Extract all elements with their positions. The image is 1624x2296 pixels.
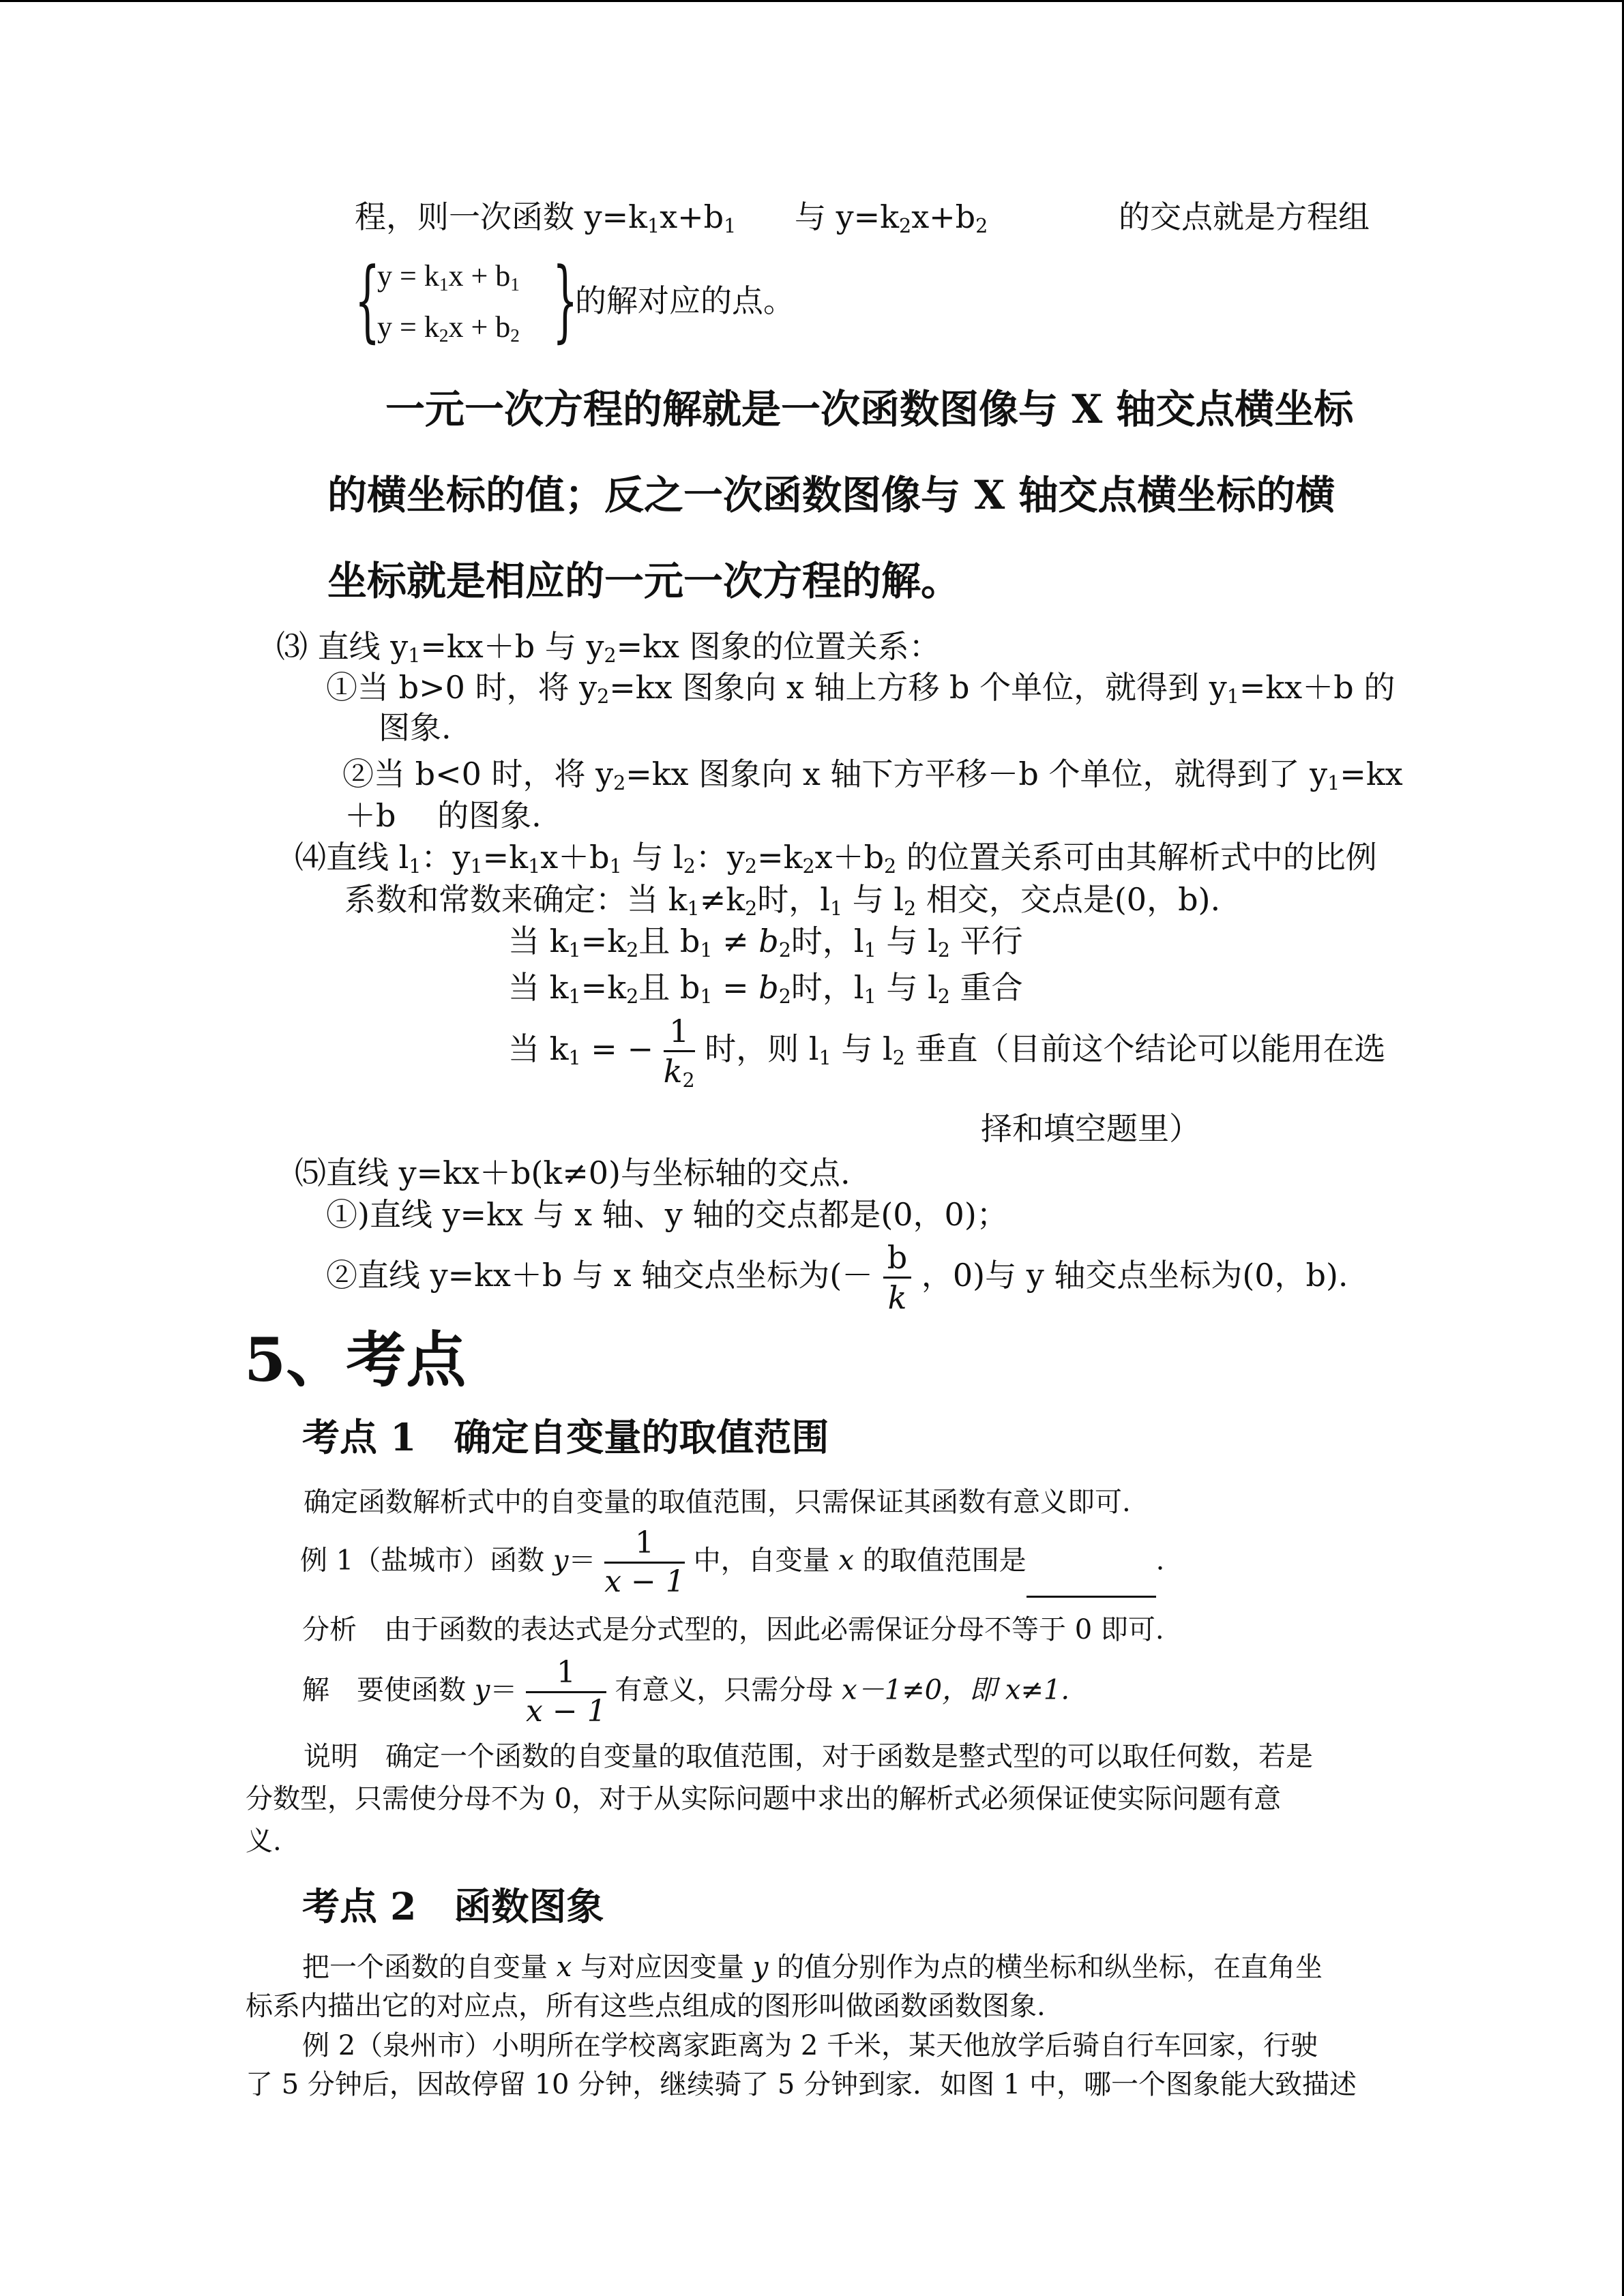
kaodian1-example1: 例 1（盐城市）函数 y＝ $\frac{1}{x - 1}$ 中，自变量 x 的取值范围是 . xyxy=(300,1525,1165,1600)
section-5-heading: 5、考点 xyxy=(244,1324,467,1395)
bold-statement-line1: 一元一次方程的解就是一次函数图像与 X 轴交点横坐标 xyxy=(385,386,1354,432)
intersection-paragraph-line1: 程，则一次函数 $y=k_1x+b_1$ xyxy=(355,198,737,238)
solution-fraction: $\frac{1}{x - 1}$ xyxy=(526,1655,606,1729)
kaodian1-intro: 确定函数解析式中的自变量的取值范围，只需保证其函数有意义即可. xyxy=(304,1487,1131,1518)
kaodian2-title: 考点 2 函数图象 xyxy=(302,1884,604,1928)
system-row-1: $y = k_1x + b_1$ xyxy=(377,259,520,295)
section5-item2: ②直线 y=kx＋b 与 x 轴交点坐标为(－ $\frac{b}{k}$ ，0)与 y 轴交点坐标为(0，b). xyxy=(326,1239,1348,1317)
kaodian1-analysis: 分析 由于函数的表达式是分式型的，因此必需保证分母不等于 0 即可. xyxy=(302,1614,1164,1645)
section5-heading: ⑸直线 y=kx＋b(k≠0)与坐标轴的交点. xyxy=(295,1154,851,1191)
section4-heading: ⑷直线 $l_1$：$y_1=k_1x+b_1$ 与 $l_2$：$y_2=k_2x+b_2$ 的位置关系可由其解析式中的比例 xyxy=(295,839,1377,878)
kaodian2-line1: 把一个函数的自变量 x 与对应因变量 y 的值分别作为点的横坐标和纵坐标，在直角坐 xyxy=(302,1952,1323,1983)
section4-parallel: 当 $k_1=k_2$且 $b_1 \ne b_2$时，$l_1$ 与 $l_2$ 平行 xyxy=(508,923,1023,962)
section3-item1-cont: 图象. xyxy=(379,709,452,746)
page-border-top xyxy=(0,0,1624,2)
system-left-brace: { xyxy=(355,248,381,352)
system-right-brace: } xyxy=(552,248,578,352)
section5-item1: ①)直线 y=kx 与 x 轴、y 轴的交点都是(0，0)； xyxy=(326,1196,1008,1233)
kaodian2-example2-line2: 了 5 分钟后，因故停留 10 分钟，继续骑了 5 分钟到家．如图 1 中，哪一个图象能大致描述 xyxy=(246,2069,1357,2100)
x-intercept-fraction: $\frac{b}{k}$ xyxy=(883,1241,911,1315)
section4-perpendicular: 当 $k_1$ = − $\frac{1}{k_2}$ 时，则 $l_1$ 与 $l_2$ 垂直（目前这个结论可以能用在选 xyxy=(508,1013,1386,1092)
section3-item2: ②当 b<0 时，将 $y_2=kx$ 图象向 x 轴下方平移－b 个单位，就得到了 $y_1=kx$ xyxy=(342,756,1403,795)
intersection-paragraph-line1-mid: 与 $y=k_2x+b_2$ xyxy=(795,198,988,238)
system-caption: 的解对应的点。 xyxy=(575,282,795,319)
bold-statement-line2: 的横坐标的值；反之一次函数图像与 X 轴交点横坐标的横 xyxy=(327,472,1335,518)
kaodian1-note-line3: 义. xyxy=(246,1825,282,1857)
function-fraction: $\frac{1}{x - 1}$ xyxy=(604,1525,685,1600)
section4-line2: 系数和常数来确定：当 $k_1\ne k_2$时，$l_1$ 与 $l_2$ 相交，交点是(0，b). xyxy=(344,881,1221,921)
section4-coincide: 当 $k_1=k_2$且 $b_1 = b_2$时，$l_1$ 与 $l_2$ 重合 xyxy=(508,969,1023,1009)
intersection-paragraph-line1-end: 的交点就是方程组 xyxy=(1119,198,1370,235)
kaodian1-note-line1: 说明 确定一个函数的自变量的取值范围，对于函数是整式型的可以取任何数，若是 xyxy=(304,1741,1313,1772)
kaodian2-line2: 标系内描出它的对应点，所有这些点组成的图形叫做函数函数图象. xyxy=(246,1991,1046,2022)
kaodian1-solution: 解 要使函数 y＝ $\frac{1}{x - 1}$ 有意义，只需分母 x－1≠0，即 x≠1. xyxy=(302,1655,1070,1729)
bold-statement-line3: 坐标就是相应的一元一次方程的解。 xyxy=(327,558,961,604)
kaodian1-note-line2: 分数型，只需使分母不为 0，对于从实际问题中求出的解析式必须保证使实际问题有意 xyxy=(246,1783,1282,1815)
section3-item1: ①当 b>0 时，将 $y_2=kx$ 图象向 x 轴上方移 b 个单位，就得到 $y_1=kx+b$ 的 xyxy=(326,669,1396,709)
kaodian1-title: 考点 1 确定自变量的取值范围 xyxy=(302,1415,829,1459)
section4-perpendicular-cont: 择和填空题里） xyxy=(981,1110,1200,1147)
answer-blank[interactable] xyxy=(1027,1568,1156,1598)
section3-item2-cont: ＋b 的图象. xyxy=(344,797,542,834)
system-row-2: $y = k_2x + b_2$ xyxy=(377,310,520,346)
section3-heading: ⑶ 直线 $y_1=kx+b$ 与 $y_2=kx$ 图象的位置关系： xyxy=(276,628,941,668)
kaodian2-example2-line1: 例 2（泉州市）小明所在学校离家距离为 2 千米，某天他放学后骑自行车回家，行驶 xyxy=(302,2030,1318,2061)
neg-reciprocal-fraction: $\frac{1}{k_2}$ xyxy=(663,1013,695,1092)
